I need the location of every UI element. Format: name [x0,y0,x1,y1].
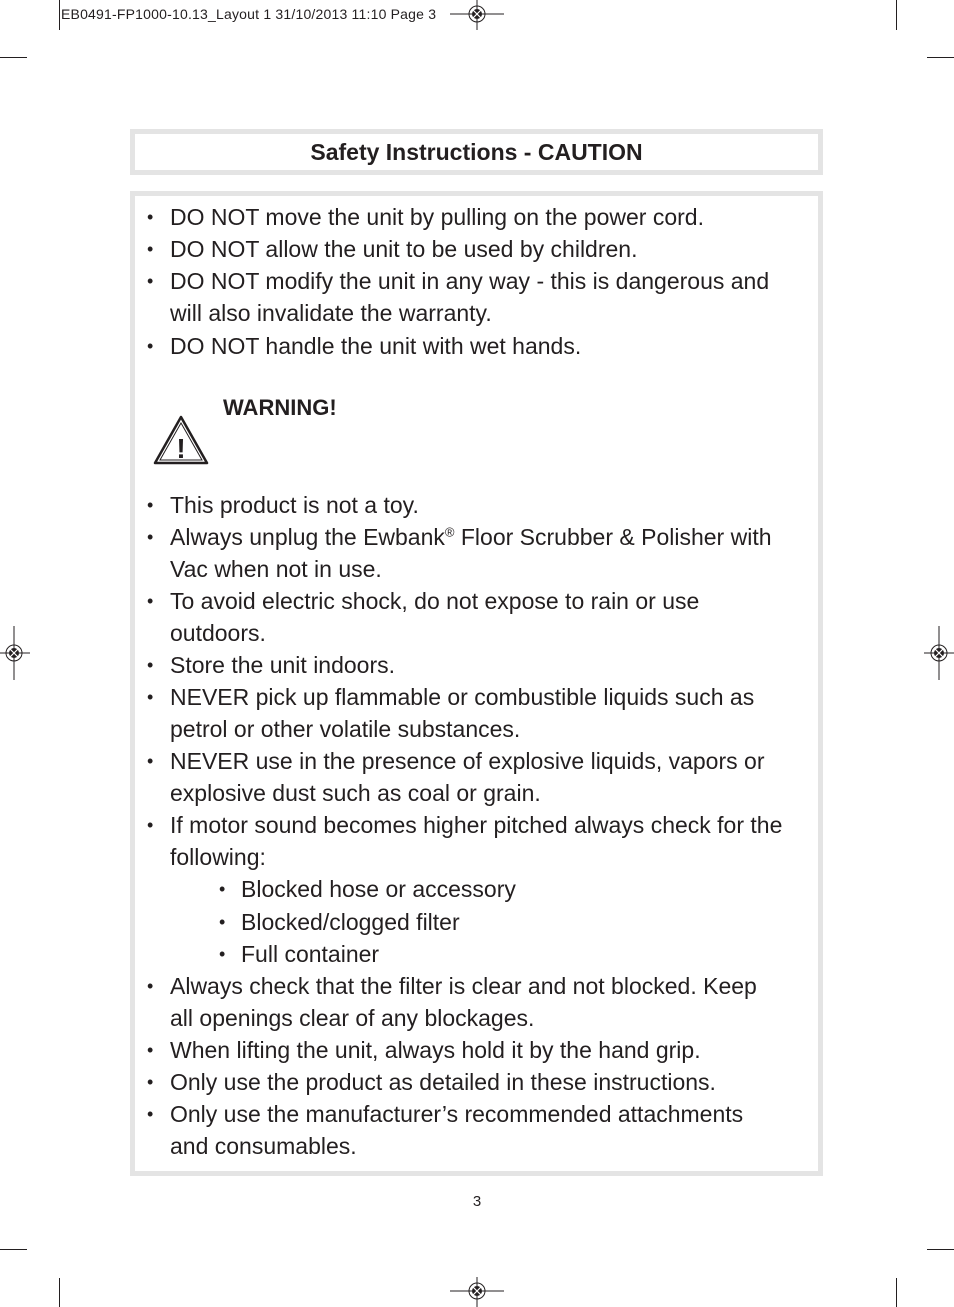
item-text: NEVER pick up flammable or combustible liquids such as [170,684,755,710]
crop-mark [0,57,27,58]
bullet: • [147,336,154,356]
item-text-continued: all openings clear of any blockages. [170,1005,535,1031]
item-text: When lifting the unit, always hold it by the hand grip. [170,1037,701,1063]
list-item [147,809,782,873]
item-text: Full container [241,941,380,967]
item-text: Only use the manufacturer’s recommended attachments [170,1101,744,1127]
page-number: 3 [472,1193,482,1210]
page-title: Safety Instructions - CAUTION [310,139,643,165]
bullet: • [147,815,154,835]
list-item [147,265,769,329]
crop-mark [59,1278,60,1307]
item-text: Always check that the filter is clear and not blocked. Keep [170,973,757,999]
list-item [147,745,764,809]
bullet: • [147,495,154,515]
list-item [147,1066,716,1098]
item-text: To avoid electric shock, do not expose to rain or use [170,588,700,614]
crop-mark [896,0,897,30]
registration-mark-right [924,626,954,680]
list-item [147,1034,701,1066]
item-text: If motor sound becomes higher pitched always check for the [170,812,783,838]
item-text-continued: following: [170,844,266,870]
item-text: Only use the product as detailed in these instructions. [170,1069,716,1095]
instructions-box [130,191,823,1176]
list-item [147,681,754,745]
bullet: • [219,944,226,964]
crop-mark [927,1249,954,1250]
item-text-continued: outdoors. [170,620,266,646]
list-item [147,1098,743,1162]
bullet: • [147,687,154,707]
item-text: DO NOT handle the unit with wet hands. [170,333,582,359]
item-text: This product is not a toy. [170,492,419,518]
registration-mark-left [0,626,30,680]
bullet: • [147,207,154,227]
bullet: • [147,239,154,259]
item-text-continued: will also invalidate the warranty. [170,300,492,326]
item-text-continued: and consumables. [170,1133,357,1159]
crop-mark [59,0,60,30]
list-item [147,489,419,521]
item-text-part: Always unplug the Ewbank [170,524,445,550]
registration-mark-top [450,0,504,30]
bullet: • [219,879,226,899]
bullet: • [147,1104,154,1124]
list-item [147,649,395,681]
bullet: • [219,912,226,932]
registered-mark: ® [444,524,455,540]
sub-list-item [219,873,516,905]
bullet: • [147,271,154,291]
sub-list-item [219,906,460,938]
bullet: • [147,527,154,547]
item-text: NEVER use in the presence of explosive liquids, vapors or [170,748,765,774]
crop-mark [0,1249,27,1250]
list-item [147,521,772,585]
bullet: • [147,751,154,771]
bullet: • [147,976,154,996]
list-item [147,970,757,1034]
list-item [147,330,581,362]
crop-mark [927,57,954,58]
warning-glyph: ! [176,433,186,464]
item-text-continued: petrol or other volatile substances. [170,716,521,742]
list-item [147,585,699,649]
item-text: DO NOT modify the unit in any way - this is dangerous and [170,268,770,294]
registration-mark-bottom [450,1277,504,1307]
item-text: Blocked hose or accessory [241,876,516,902]
item-text: DO NOT move the unit by pulling on the power cord. [170,204,704,230]
item-text-continued: explosive dust such as coal or grain. [170,780,541,806]
bullet: • [147,1072,154,1092]
bullet: • [147,655,154,675]
item-text [147,521,772,553]
warning-heading: WARNING! [223,395,337,420]
item-text: Store the unit indoors. [170,652,396,678]
crop-mark [896,1278,897,1307]
item-text-continued: Vac when not in use. [170,556,382,582]
item-text: DO NOT allow the unit to be used by children. [170,236,638,262]
item-text: Blocked/clogged filter [241,909,460,935]
title-box [130,129,823,175]
printer-slug: EB0491-FP1000-10.13_Layout 1 31/10/2013 11:10 Page 3 [61,6,437,22]
bullet: • [147,1040,154,1060]
warning-triangle-icon [153,414,209,466]
item-text-part: Floor Scrubber & Polisher with [454,524,772,550]
list-item [147,233,637,265]
list-item [147,201,704,233]
sub-list-item [219,938,379,970]
bullet: • [147,591,154,611]
